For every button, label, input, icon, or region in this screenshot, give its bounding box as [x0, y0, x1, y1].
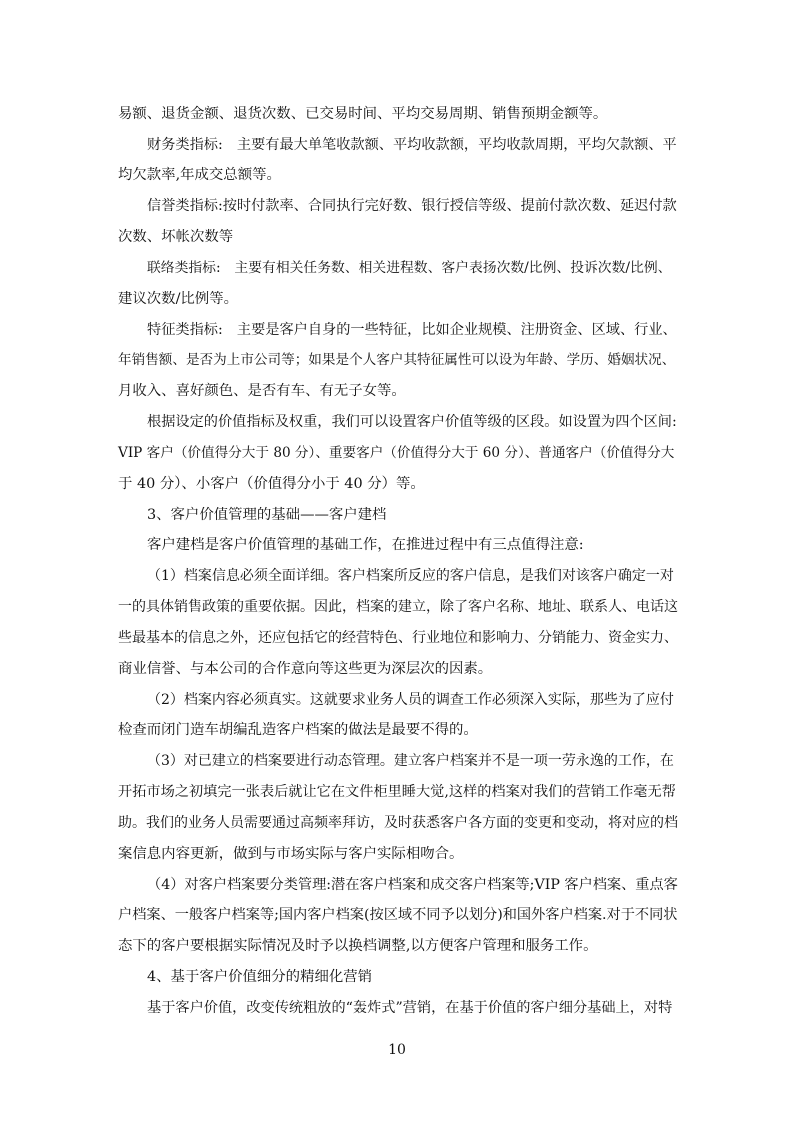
text-line: 户档案、一般客户档案等;国内客户档案(按区域不同予以划分)和国外客户档案.对于不同状: [118, 907, 678, 923]
text-line: 于 40 分）、小客户（价值得分小于 40 分）等。: [118, 476, 425, 492]
text-line: 建议次数/比例等。: [118, 291, 238, 307]
text-line: 财务类指标: 主要有最大单笔收款额、平均收款额，平均收款周期，平均欠款额、平: [147, 137, 677, 153]
text-line: 态下的客户要根据实际情况及时予以换档调整,以方便客户管理和服务工作。: [118, 938, 598, 954]
text-line: 案信息内容更新，做到与市场实际与客户实际相吻合。: [118, 846, 464, 862]
text-line: 联络类指标: 主要有相关任务数、相关进程数、客户表扬次数/比例、投诉次数/比例、: [147, 260, 672, 276]
text-line: 助。我们的业务人员需要通过高频率拜访，及时获悉客户各方面的变更和变动，将对应的档: [118, 815, 678, 831]
text-line: 根据设定的价值指标及权重，我们可以设置客户价值等级的区段。如设置为四个区间:: [147, 414, 677, 430]
text-line: 基于客户价值，改变传统粗放的“轰炸式”营销，在基于价值的客户细分基础上，对特: [147, 1000, 673, 1016]
text-line: （1）档案信息必须全面详细。客户档案所反应的客户信息，是我们对该客户确定一对: [147, 568, 674, 584]
page-number: 10: [388, 1042, 406, 1058]
text-line: VIP 客户（价值得分大于 80 分）、重要客户（价值得分大于 60 分）、普通客户（价值得分大: [118, 445, 675, 461]
text-line: 易额、退货金额、退货次数、已交易时间、平均交易周期、销售预期金额等。: [118, 106, 608, 122]
text-line: 信誉类指标:按时付款率、合同执行完好数、银行授信等级、提前付款次数、延迟付款: [147, 198, 677, 214]
section-heading: 4、基于客户价值细分的精细化营销: [147, 969, 373, 985]
text-line: 检查而闭门造车胡编乱造客户档案的做法是最要不得的。: [118, 722, 478, 738]
text-line: 次数、坏帐次数等: [118, 229, 234, 245]
text-line: 月收入、喜好颜色、是否有车、有无子女等。: [118, 383, 406, 399]
text-line: 年销售额、是否为上市公司等；如果是个人客户其特征属性可以设为年龄、学历、婚姻状况、: [118, 352, 676, 368]
text-line: 开拓市场之初填完一张表后就让它在文件柜里睡大觉,这样的档案对我们的营销工作毫无帮: [118, 784, 676, 800]
section-heading: 3、客户价值管理的基础——客户建档: [147, 507, 387, 523]
text-line: （2）档案内容必须真实。这就要求业务人员的调查工作必须深入实际，那些为了应付: [147, 692, 674, 708]
text-line: 一的具体销售政策的重要依据。因此，档案的建立，除了客户名称、地址、联系人、电话这: [118, 599, 678, 615]
text-line: 特征类指标: 主要是客户自身的一些特征，比如企业规模、注册资金、区域、行业、: [147, 322, 677, 338]
text-line: （4）对客户档案要分类管理:潜在客户档案和成交客户档案等;VIP 客户档案、重点客: [147, 877, 678, 893]
text-line: 些最基本的信息之外，还应包括它的经营特色、行业地位和影响力、分销能力、资金实力、: [118, 630, 678, 646]
text-line: （3）对已建立的档案要进行动态管理。建立客户档案并不是一项一劳永逸的工作，在: [147, 753, 674, 769]
text-line: 均欠款率,年成交总额等。: [118, 167, 281, 183]
text-line: 商业信誉、与本公司的合作意向等这些更为深层次的因素。: [118, 661, 493, 677]
text-line: 客户建档是客户价值管理的基础工作，在推进过程中有三点值得注意:: [147, 537, 584, 553]
